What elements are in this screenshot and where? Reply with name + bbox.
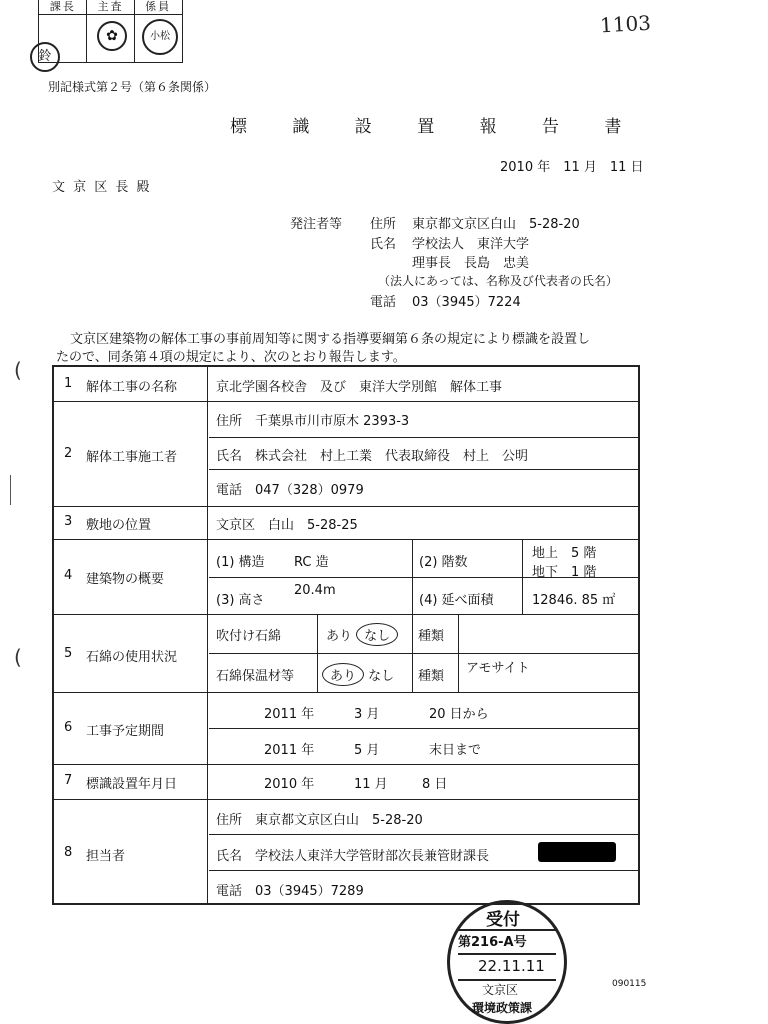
end-month: 5 月 [354,743,380,758]
floors-above: 地上 5 階 [532,546,597,561]
structure-value: RC 造 [294,555,329,570]
row1-label: 解体工事の名称 [86,380,178,395]
sign-month: 11 月 [354,777,388,792]
orderer-phone: 03（3945）7224 [412,295,521,310]
area-label: (4) 延べ面積 [419,593,494,608]
row6-number: 6 [64,720,73,735]
spray-asbestos-options [326,623,398,646]
spray-yes: あり [326,629,353,644]
structure-label: (1) 構造 [216,555,265,570]
row6-label: 工事予定期間 [86,724,165,739]
stamp-date: 22.11.11 [478,957,545,975]
row8-label: 担当者 [86,849,126,864]
received-stamp [447,900,567,1024]
approval-header-chief: 課長 [49,0,76,13]
end-year: 2011 年 [264,743,315,758]
row3-label: 敷地の位置 [86,518,152,533]
orderer-phone-label: 電話 [370,295,397,310]
insulation-label: 石綿保温材等 [216,669,295,684]
circulation-seal: 鈴 [30,42,60,72]
spray-kind-label: 種類 [418,629,445,644]
handwritten-number: 1103 [599,10,652,38]
start-day: 20 日から [429,707,489,722]
insulation-kind-value: アモサイト [466,661,530,676]
row5-number: 5 [64,646,73,661]
contact-phone: 電話 03（3945）7289 [216,884,364,899]
approval-header-supervisor: 主査 [97,0,124,13]
redacted-name [538,842,616,862]
area-value: 12846. 85 ㎡ [532,593,616,608]
row2-name: 氏名 株式会社 村上工業 代表取締役 村上 公明 [216,449,529,464]
floors-below: 地下 1 階 [532,565,597,580]
spray-no-circled: なし [356,623,398,646]
margin-mark [10,475,11,505]
orderer-name-label: 氏名 [370,237,397,252]
height-value: 20.4m [294,583,336,598]
start-month: 3 月 [354,707,380,722]
orderer-label: 発注者等 [290,217,343,232]
document-code: 090115 [612,979,647,989]
form-reference: 別記様式第２号（第６条関係） [48,80,217,94]
staff-seal: 小松 [142,19,178,55]
row2-label: 解体工事施工者 [86,450,178,465]
contact-name: 氏名 学校法人東洋大学管財部次長兼管財課長 [216,849,490,864]
row3-value: 文京区 白山 5-28-25 [216,518,358,533]
report-date: 2010 年 11 月 11 日 [500,160,644,175]
start-year: 2011 年 [264,707,315,722]
intro-text-line2: たので、同条第４項の規定により、次のとおり報告します。 [56,350,406,365]
orderer-address: 東京都文京区白山 5-28-20 [412,217,580,232]
orderer-address-label: 住所 [370,217,397,232]
sign-day: 8 日 [422,777,448,792]
sign-year: 2010 年 [264,777,315,792]
row8-number: 8 [64,845,73,860]
spray-asbestos-label: 吹付け石綿 [216,629,282,644]
row2-number: 2 [64,446,73,461]
contact-address: 住所 東京都文京区白山 5-28-20 [216,813,423,828]
row1-value: 京北学園各校舎 及び 東洋大学別館 解体工事 [216,380,503,395]
orderer-name1: 学校法人 東洋大学 [412,237,530,252]
orderer-name2: 理事長 長島 忠美 [412,256,530,271]
intro-text-line1: 文京区建築物の解体工事の事前周知等に関する指導要綱第６条の規定により標識を設置し [70,332,591,347]
row1-number: 1 [64,376,73,391]
stamp-section: 環境政策課 [472,1001,533,1015]
stamp-received-label: 受付 [486,910,520,930]
row3-number: 3 [64,514,73,529]
manager-seal-icon: ✿ [97,21,127,51]
row4-label: 建築物の概要 [86,572,165,587]
insulation-kind-label: 種類 [418,669,445,684]
row7-label: 標識設置年月日 [86,777,178,792]
margin-mark: ( [14,645,22,669]
floors-label: (2) 階数 [419,555,468,570]
approval-header-staff: 係員 [145,0,172,13]
insulation-options [322,663,394,686]
stamp-number: 第216-A号 [458,935,527,950]
stamp-office: 文京区 [482,983,519,997]
row7-number: 7 [64,773,73,788]
addressee: 文 京 区 長 殿 [52,180,152,195]
insulation-no: なし [368,669,395,684]
end-day: 末日まで [429,743,482,758]
orderer-note: （法人にあっては、名称及び代表者の氏名） [378,274,618,288]
row5-label: 石綿の使用状況 [86,650,178,665]
row2-phone: 電話 047（328）0979 [216,483,364,498]
row2-address: 住所 千葉県市川市原木 2393-3 [216,414,410,429]
insulation-yes-circled: あり [322,663,364,686]
row4-number: 4 [64,568,73,583]
page-title: 標 識 設 置 報 告 書 [230,117,642,137]
margin-mark: ( [14,358,22,382]
height-label: (3) 高さ [216,593,265,608]
report-table [52,365,640,905]
